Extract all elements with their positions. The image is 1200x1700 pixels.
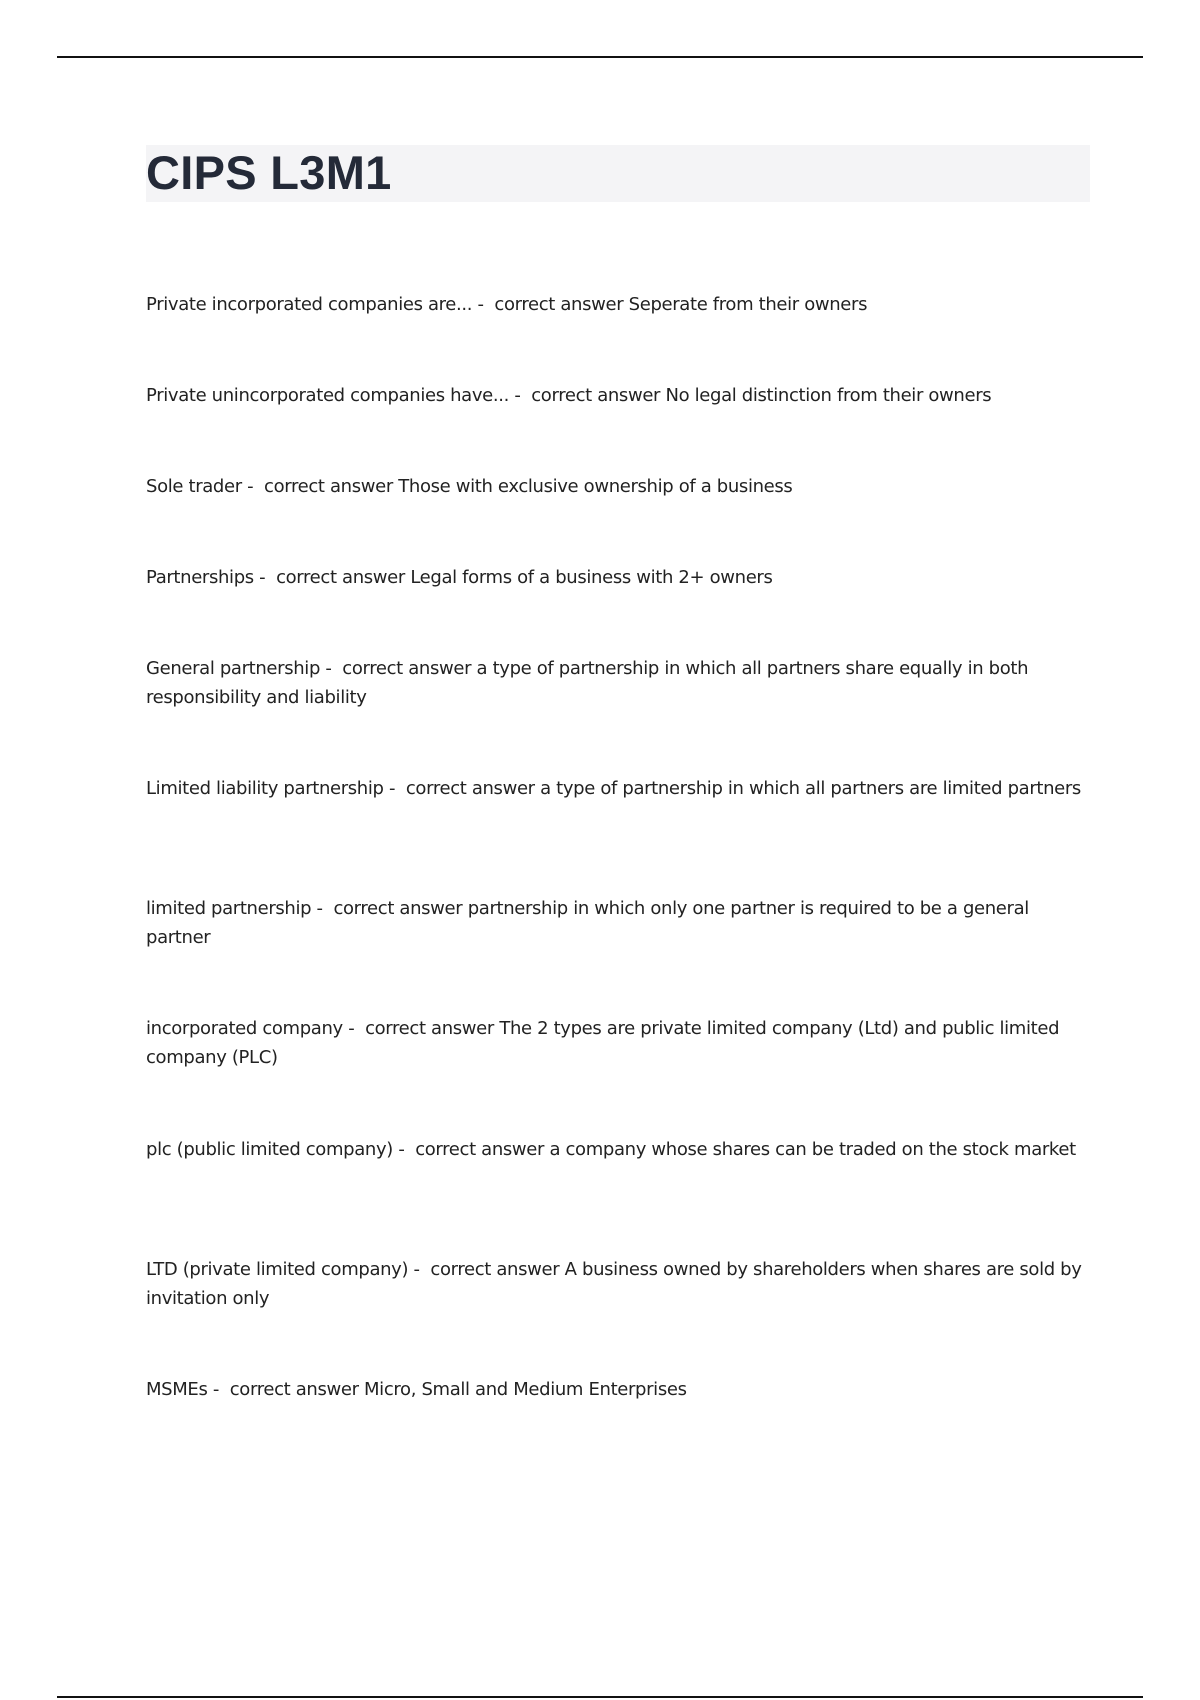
entry-separator: - correct answer <box>508 385 666 406</box>
entry-term: Limited liability partnership <box>146 778 384 799</box>
list-item <box>146 381 991 410</box>
entry-term: Private unincorporated companies have... <box>146 385 509 406</box>
entry-answer: The 2 types are private limited company (Ltd) and public limited company (PLC) <box>146 1018 1060 1068</box>
entry-separator: - correct answer <box>207 1379 364 1400</box>
entry-answer: a type of partnership in which all partners are limited partners <box>540 778 1081 799</box>
entry-separator: - correct answer <box>383 778 541 799</box>
entry-answer: a company whose shares can be traded on the stock market <box>549 1139 1076 1160</box>
list-item <box>146 563 773 592</box>
entry-answer: partnership in which only one partner is required to be a general partner <box>146 898 1029 948</box>
entry-separator: - correct answer <box>408 1259 565 1280</box>
list-item <box>146 290 867 319</box>
list-item <box>146 472 792 501</box>
entry-term: General partnership <box>146 658 321 679</box>
entry-answer: Micro, Small and Medium Enterprises <box>364 1379 687 1400</box>
entry-term: LTD (private limited company) <box>146 1259 409 1280</box>
entry-separator: - correct answer <box>342 1018 500 1039</box>
list-item <box>146 654 1090 712</box>
page-title: CIPS L3M1 <box>146 146 392 199</box>
list-item <box>146 894 1090 952</box>
list-item <box>146 1255 1090 1313</box>
entry-separator: - correct answer <box>241 476 399 497</box>
list-item <box>146 1135 1076 1164</box>
top-rule <box>57 56 1143 58</box>
list-item <box>146 1375 687 1404</box>
entry-term: limited partnership <box>146 898 312 919</box>
entry-answer: a type of partnership in which all partners share equally in both responsibility and liability <box>146 658 1029 708</box>
entry-term: incorporated company <box>146 1018 343 1039</box>
entry-separator: - correct answer <box>472 294 629 315</box>
entry-separator: - correct answer <box>392 1139 550 1160</box>
list-item <box>146 774 1081 803</box>
list-item <box>146 1014 1090 1072</box>
entry-answer: Seperate from their owners <box>628 294 868 315</box>
entry-answer: Those with exclusive ownership of a business <box>398 476 793 497</box>
entry-answer: A business owned by shareholders when shares are sold by invitation only <box>146 1259 1082 1309</box>
entry-separator: - correct answer <box>320 658 477 679</box>
entry-term: Sole trader <box>146 476 242 497</box>
entry-answer: No legal distinction from their owners <box>665 385 992 406</box>
entry-separator: - correct answer <box>253 567 411 588</box>
entry-separator: - correct answer <box>311 898 468 919</box>
entry-term: Partnerships <box>146 567 254 588</box>
entry-term: plc (public limited company) <box>146 1139 393 1160</box>
entry-term: MSMEs <box>146 1379 208 1400</box>
entry-term: Private incorporated companies are... <box>146 294 473 315</box>
entry-answer: Legal forms of a business with 2+ owners <box>410 567 773 588</box>
bottom-rule <box>57 1696 1143 1698</box>
